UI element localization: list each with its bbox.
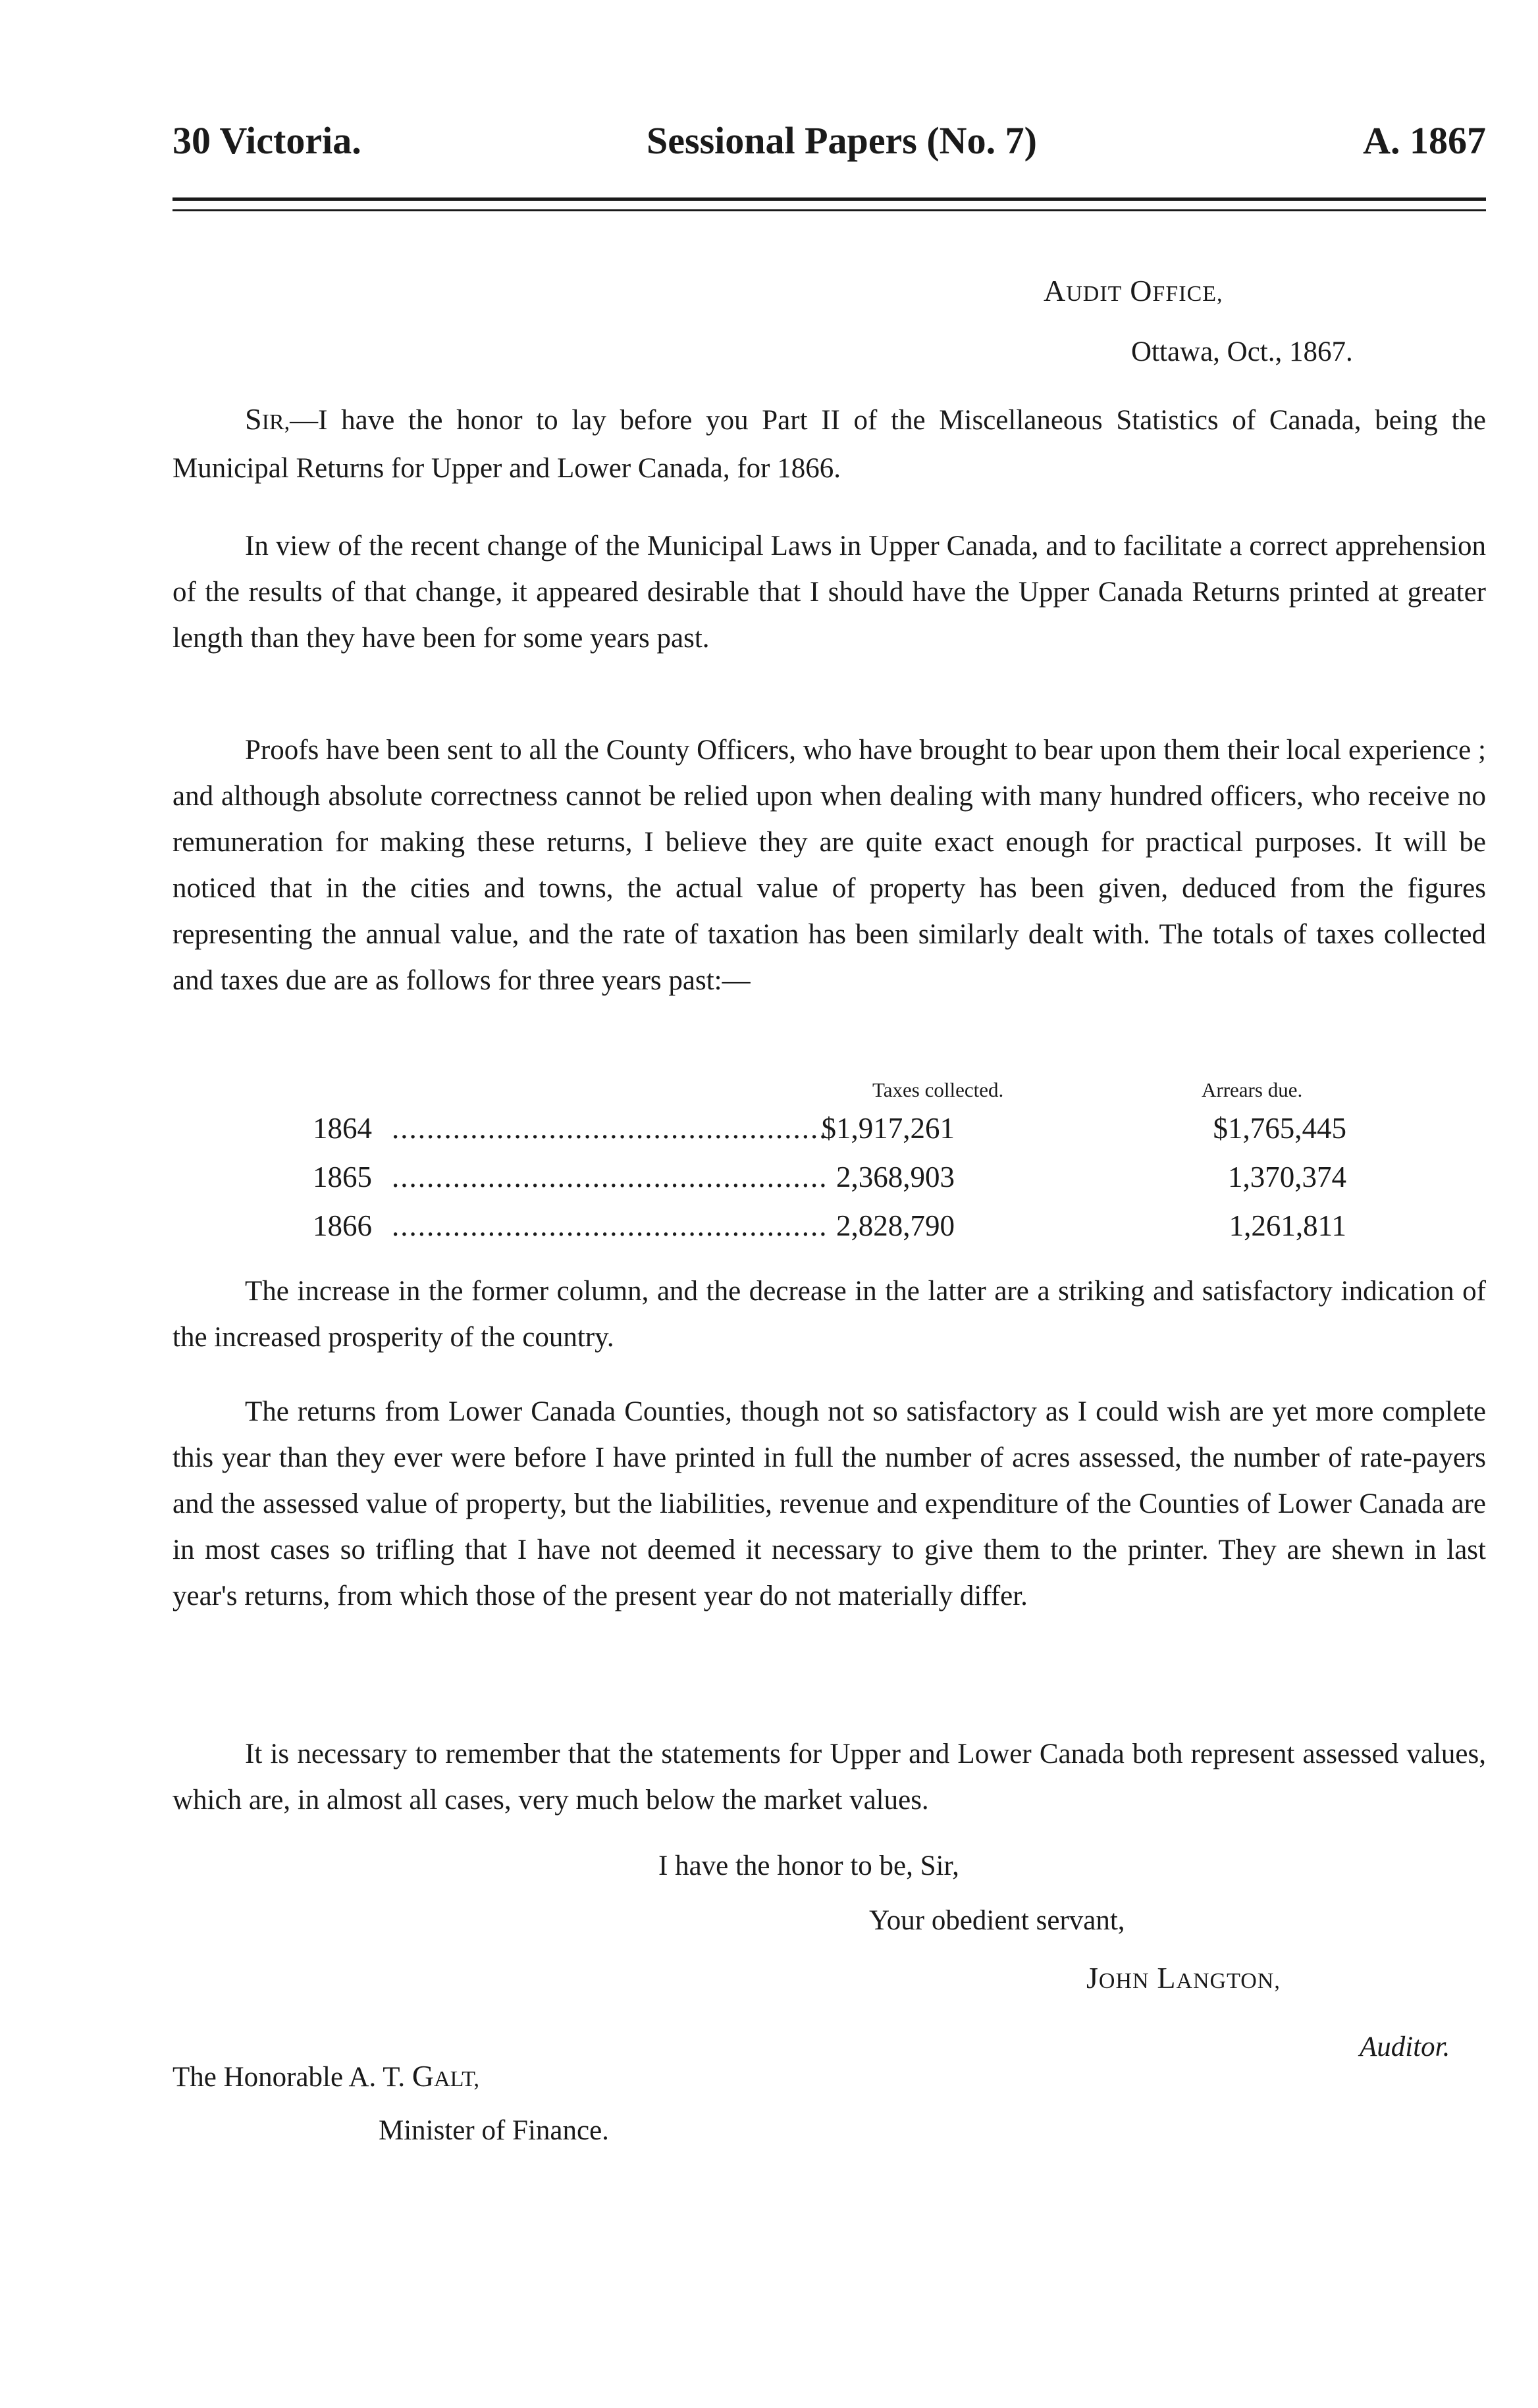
- signature-name: JOHN LANGTON,: [1086, 1961, 1281, 1995]
- column-header-collected: Taxes collected.: [872, 1078, 1004, 1101]
- dot-leader: ..................................................: [392, 1161, 828, 1193]
- salutation: SIR,: [245, 402, 290, 436]
- row-taxes-collected: 2,828,790: [836, 1209, 955, 1242]
- paragraph-1: SIR,—I have the honor to lay before you Part II of the Miscellaneous Statistics of Canada, being the Municipal Returns for Upper and Lower Canada, for 1866.: [172, 402, 1486, 484]
- table-row: [313, 1160, 1346, 1206]
- running-head: [172, 118, 1486, 171]
- header-sessional-papers: Sessional Papers (No. 7): [647, 119, 1037, 162]
- table-row: [313, 1111, 1346, 1157]
- signature-title: Auditor.: [1360, 2031, 1450, 2062]
- closing-line-2: Your obedient servant,: [869, 1905, 1125, 1936]
- dot-leader: ..................................................: [392, 1209, 828, 1242]
- paragraph-4: The increase in the former column, and the decrease in the latter are a striking and satisfactory indication of the increased prosperity of the country.: [172, 1276, 1486, 1353]
- row-taxes-collected: $1,917,261: [821, 1112, 955, 1145]
- place-date: Ottawa, Oct., 1867.: [1131, 336, 1353, 367]
- header-year: A. 1867: [1363, 119, 1486, 162]
- row-arrears-due: 1,370,374: [1228, 1161, 1346, 1193]
- paragraph-6: It is necessary to remember that the statements for Upper and Lower Canada both represent assessed values, which are, in almost all cases, very much below the market values.: [172, 1739, 1486, 1816]
- row-year: 1865: [313, 1161, 372, 1193]
- row-year: 1866: [313, 1209, 372, 1242]
- header-session: 30 Victoria.: [172, 119, 361, 162]
- row-taxes-collected: 2,368,903: [836, 1161, 955, 1193]
- dot-leader: ..................................................: [392, 1112, 828, 1145]
- row-arrears-due: 1,261,811: [1229, 1209, 1346, 1242]
- office-name: AUDIT OFFICE,: [1044, 274, 1223, 307]
- closing-line-1: I have the honor to be, Sir,: [658, 1850, 959, 1881]
- paragraph-2: In view of the recent change of the Municipal Laws in Upper Canada, and to facilitate a correct apprehension of the results of that change, it appeared desirable that I should have the Upper Canada Returns printed at greater length than they have been for some years past.: [172, 531, 1486, 654]
- paragraph-5: The returns from Lower Canada Counties, though not so satisfactory as I could wish are yet more complete this year than they ever were before I have printed in full the number of acres assessed, the number of rate-payers and the assessed value of property, but the liabilities, revenue and expenditure of the Counties of Lower Canada are in most cases so trifling that I have not deemed it necessary to give them to the printer. They are shewn in last year's returns, from which those of the present year do not materially differ.: [172, 1396, 1486, 1611]
- header-rule-thin: [172, 209, 1486, 211]
- row-year: 1864: [313, 1112, 372, 1145]
- addressee-name: The Honorable A. T. GALT,: [172, 2059, 480, 2093]
- row-arrears-due: $1,765,445: [1213, 1112, 1346, 1145]
- table-row: [313, 1209, 1346, 1255]
- paragraph-3: Proofs have been sent to all the County Officers, who have brought to bear upon them their local experience ; and although absolute correctness cannot be relied upon when dealing with many hundred officers, who receive no remuneration for making these returns, I believe they are quite exact enough for practical purposes. It will be noticed that in the cities and towns, the actual value of property has been given, deduced from the figures representing the annual value, and the rate of taxation has been similarly dealt with. The totals of taxes collected and taxes due are as follows for three years past:—: [172, 735, 1486, 996]
- column-header-arrears: Arrears due.: [1202, 1078, 1303, 1101]
- header-rule-thick: [172, 197, 1486, 201]
- addressee-office: Minister of Finance.: [379, 2115, 609, 2146]
